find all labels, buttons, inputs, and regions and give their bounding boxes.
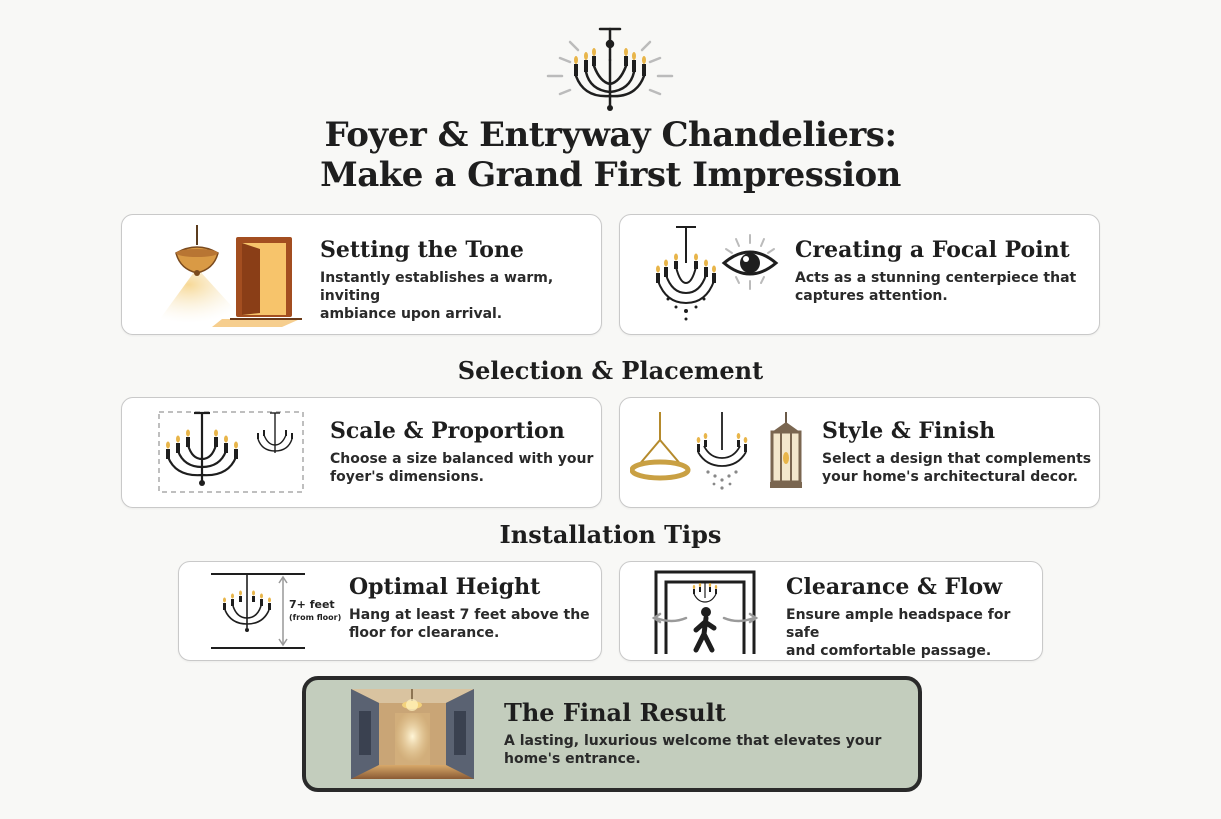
section-heading-installation: Installation Tips	[499, 520, 722, 549]
card-title: Style & Finish	[822, 418, 996, 444]
page-title	[0, 115, 1221, 195]
desc-line: Acts as a stunning centerpiece that	[795, 270, 1077, 286]
desc-line: your home's architectural decor.	[822, 469, 1078, 485]
final-result-card	[302, 676, 922, 792]
chandelier-size-icon	[158, 411, 306, 495]
chandelier-icon	[540, 26, 680, 112]
desc-line: Instantly establishes a warm, inviting	[320, 270, 554, 304]
desc-line: Choose a size balanced with your	[330, 451, 594, 467]
selection-card-style	[619, 397, 1100, 508]
selection-card-scale	[121, 397, 602, 508]
card-title: Setting the Tone	[320, 237, 524, 263]
card-title: Clearance & Flow	[786, 574, 1003, 600]
desc-line: Hang at least 7 feet above the	[349, 607, 590, 623]
card-description	[349, 606, 590, 642]
walking-person-icon	[650, 568, 760, 656]
desc-line: Select a design that complements	[822, 451, 1092, 467]
card-title: Creating a Focal Point	[795, 237, 1070, 263]
chandelier-styles-icon	[630, 410, 810, 496]
desc-line: and comfortable passage.	[786, 643, 992, 659]
desc-line: home's entrance.	[504, 751, 641, 767]
final-result-title: The Final Result	[504, 698, 726, 727]
card-description	[786, 606, 1042, 660]
height-sublabel: (from floor)	[289, 613, 342, 622]
card-description	[795, 269, 1076, 305]
desc-line: floor for clearance.	[349, 625, 500, 641]
card-description	[822, 450, 1091, 486]
card-description	[320, 269, 601, 323]
final-result-description	[504, 732, 881, 768]
card-title: Scale & Proportion	[330, 418, 565, 444]
desc-line: foyer's dimensions.	[330, 469, 484, 485]
card-title: Optimal Height	[349, 574, 541, 600]
title-line-2: Make a Grand First Impression	[320, 155, 901, 195]
installation-card-optimal-height	[178, 561, 602, 661]
installation-card-clearance	[619, 561, 1043, 661]
card-description	[330, 450, 593, 486]
section-heading-selection: Selection & Placement	[457, 356, 764, 385]
pendant-light-door-icon	[152, 223, 307, 328]
title-line-1: Foyer & Entryway Chandeliers:	[324, 115, 897, 155]
foyer-photo	[351, 689, 474, 779]
benefit-card-setting-the-tone	[121, 214, 602, 335]
desc-line: captures attention.	[795, 288, 948, 304]
desc-line: Ensure ample headspace for safe	[786, 607, 1011, 641]
height-label	[289, 598, 341, 624]
benefit-card-focal-point	[619, 214, 1100, 335]
desc-line: ambiance upon arrival.	[320, 306, 503, 322]
desc-line: A lasting, luxurious welcome that elevates your	[504, 733, 882, 749]
chandelier-eye-icon	[646, 223, 786, 328]
height-value: 7+ feet	[289, 598, 335, 611]
